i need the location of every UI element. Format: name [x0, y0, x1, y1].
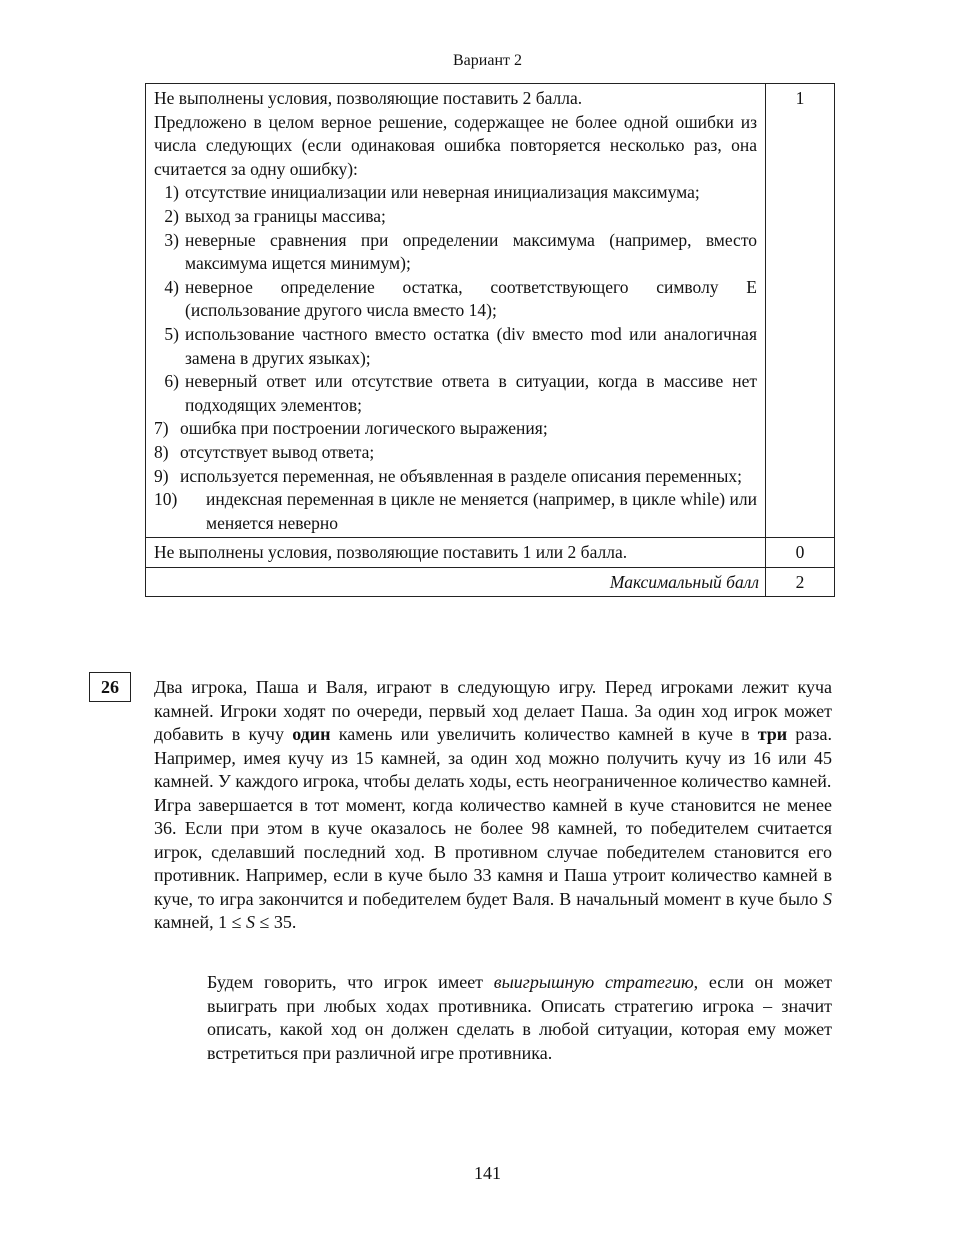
error-text: выход за границы массива; [185, 205, 386, 226]
error-list [154, 181, 757, 535]
max-score-label: Максимальный балл [146, 567, 766, 597]
page-number: 141 [474, 1163, 501, 1183]
error-text: используется переменная, не объявленная в разделе описания переменных; [180, 465, 742, 486]
error-number: 5) [164, 323, 179, 344]
strategy-paragraph: Будем говорить, что игрок имеет выигрышную стратегию, если он может выиграть при любых ходах противника. Описать стратегию игрока – значит описать, какой ход он должен сделать в любой ситуации, которая ему может встретиться при различной игре противника. [207, 972, 833, 1063]
task-paragraph-2: Игра завершается в тот момент, когда количество камней в куче становится не менее 36. Если при этом в куче оказалось не более 98 камней, то победителем считается игрок, сделавший последний ход. В противном случае победителем становится его противник. Например, если в куче было 33 камня и Паша утроит количество камней в куче, то игра закончится и победителем будет Валя. В начальный момент в куче было S камней, 1 ≤ S ≤ 35. [154, 794, 832, 932]
criteria-intro: Предложено в целом верное решение, содержащее не более одной ошибки из числа следующих (если одинаковая ошибка повторяется несколько раз, она считается за одну ошибку): [154, 111, 757, 179]
error-text: неверные сравнения при определении максимума (например, вместо максимума ищется минимум); [185, 229, 757, 274]
error-text: отсутствие инициализации или неверная инициализация максимума; [185, 182, 700, 203]
error-number: 8) [154, 441, 169, 462]
points-cell: 0 [766, 538, 835, 568]
error-text: использование частного вместо остатка (div вместо mod или аналогичная замена в других языках); [185, 323, 757, 368]
error-item [154, 229, 757, 276]
grading-row-max [146, 567, 835, 597]
error-item [154, 417, 757, 441]
error-item [154, 441, 757, 465]
points-cell: 1 [766, 84, 835, 538]
error-text: отсутствует вывод ответа; [180, 441, 375, 462]
grading-table [145, 83, 835, 597]
criteria-cell: Не выполнены условия, позволяющие поставить 1 или 2 балла. [146, 538, 766, 568]
error-item [154, 276, 757, 323]
grading-row-0-points [146, 538, 835, 568]
error-item [154, 323, 757, 370]
error-item [154, 488, 757, 535]
error-text: ошибка при построении логического выражения; [180, 418, 548, 439]
strategy-definition [207, 971, 832, 1065]
error-number: 7) [154, 418, 169, 439]
task-statement [154, 676, 832, 935]
error-number: 3) [164, 229, 179, 250]
error-item [154, 465, 757, 489]
error-text: индексная переменная в цикле не меняется (например, в цикле while) или меняется неверно [206, 489, 757, 533]
grading-row-1-point [146, 84, 835, 538]
error-item [154, 205, 757, 229]
task-number-box: 26 [89, 672, 131, 702]
error-item [154, 181, 757, 205]
max-score-value: 2 [766, 567, 835, 597]
error-number: 1) [164, 182, 179, 203]
task-paragraph-1: Два игрока, Паша и Валя, играют в следующую игру. Перед игроками лежит куча камней. Игроки ходят по очереди, первый ход делает Паша. За один ход игрок может добавить в кучу один камень или увеличить количество камней в куче в три раза. Например, имея кучу из 15 камней, за один ход можно получить кучу из 16 или 45 камней. У каждого игрока, чтобы делать ходы, есть неограниченное количество камней. [154, 677, 832, 791]
error-text: неверный ответ или отсутствие ответа в ситуации, когда в массиве нет подходящих элементов; [185, 371, 757, 415]
error-text: неверное определение остатка, соответствующего символу E (использование другого числа вместо 14); [185, 276, 757, 321]
error-number: 4) [164, 276, 179, 297]
criteria-condition: Не выполнены условия, позволяющие поставить 2 балла. [154, 88, 583, 108]
error-number: 9) [154, 465, 169, 486]
criteria-cell [146, 84, 766, 538]
error-item [154, 370, 757, 417]
page-header: Вариант 2 [453, 52, 522, 69]
error-number: 10) [154, 489, 178, 510]
error-number: 2) [164, 205, 179, 226]
error-number: 6) [164, 371, 179, 392]
